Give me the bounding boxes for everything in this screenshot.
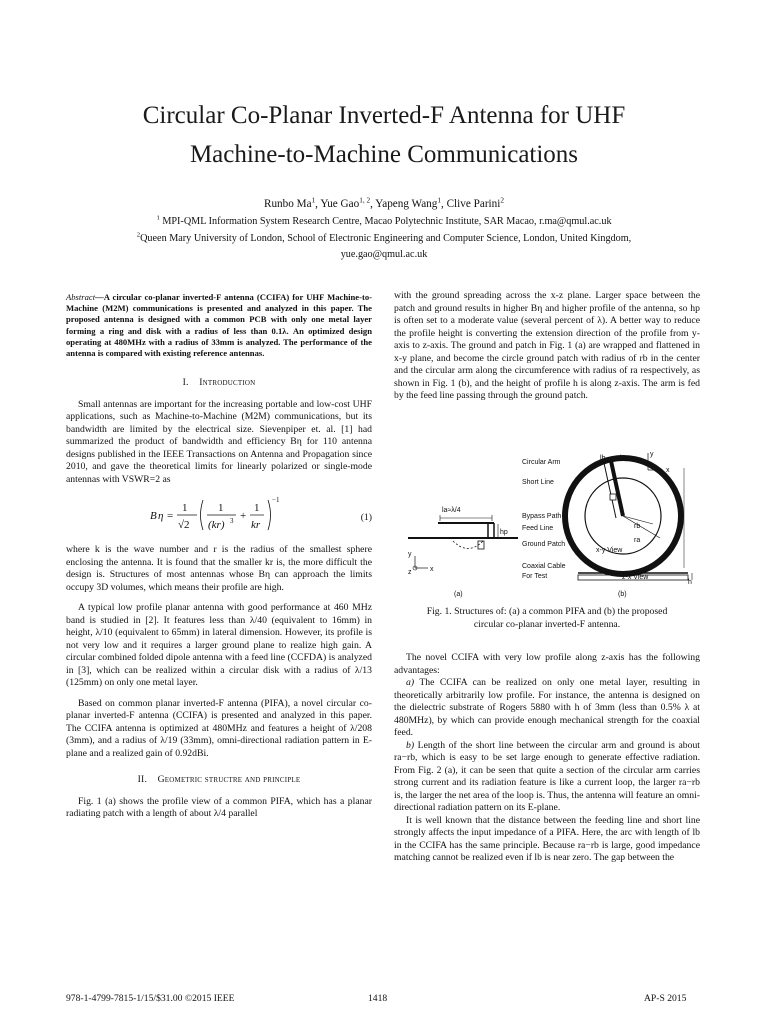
equation-graphic — [66, 490, 372, 540]
figure-1 — [398, 448, 698, 598]
intro-paragraph-4: Based on common planar inverted-F antenna (PIFA), a novel circular co-planar inverted-F antenna (CCIFA) is presented and analyzed in this paper. The CCIFA antenna is optimized at 480MHz and features a height of λ/208 (3mm), and a radius of λ/19 (33mm), omni-directional radiation pattern in E-plane and a realized gain of 0.92dBi. — [66, 697, 372, 759]
svg-text:1: 1 — [182, 502, 188, 515]
affiliation-text: Queen Mary University of London, School of Electronic Engineering and Computer Science, London, United Kingdom, — [140, 233, 632, 244]
advantage-a-label: a) — [406, 677, 415, 688]
equation-number: (1) — [360, 512, 372, 524]
svg-text:η: η — [158, 510, 164, 523]
section-number: I. — [182, 377, 189, 389]
label-circular-arm: Circular Arm — [522, 459, 561, 466]
author-sup: 1, 2 — [359, 196, 371, 205]
author-name: Runbo Ma — [263, 198, 312, 210]
paper-title — [40, 96, 728, 174]
label-short-line: Short Line — [522, 479, 554, 486]
label-ground-patch: Ground Patch — [522, 541, 566, 548]
label-xy-view: x-y View — [596, 547, 623, 554]
intro-paragraph-2: where k is the wave number and r is the radius of the smallest sphere enclosing the antenna. It is found that the smaller kr is, the more difficult the design is. Structures of most antennas whose Bη can approach the limits occupy 3D volumes, which means their profile are high. — [66, 544, 372, 593]
svg-text:(kr): (kr) — [208, 519, 225, 532]
svg-text:1: 1 — [254, 502, 260, 515]
svg-text:1: 1 — [218, 502, 224, 515]
label-rb: rb — [634, 523, 641, 530]
svg-text:+: + — [240, 510, 247, 523]
label-coaxial: Coaxial Cable — [522, 563, 566, 570]
svg-text:=: = — [167, 510, 174, 523]
label-y-b: y — [650, 451, 654, 458]
pifa-profile-view — [408, 515, 518, 570]
svg-text:√2: √2 — [178, 519, 190, 532]
label-l: l — [620, 455, 622, 462]
advantage-b-label: b) — [406, 739, 415, 751]
author-name: , Yapeng Wang — [370, 198, 438, 210]
right-paragraph-1: with the ground spreading across the x-z plane. Larger space between the patch and ground results in higher Bη and higher profile of the antenna, so hp is often set to a moderate value (several percent of λ). A better way to reduce the profile height is converting the extension direction of the profile from y-axis to z-axis. The ground and patch in Fig. 1 (a) are wrapped and flattened in x-y plane, and become the circle ground patch with radius of rb in the center and the circular arm along the circumference with radius of ra respectively, as shown in Fig. 1 (b), and the height of profile h is along z-axis. The arm is fed by the feed line passing through the ground patch. — [394, 290, 700, 401]
advantage-b — [394, 740, 700, 815]
advantage-b-text: Length of the short line between the circular arm and ground is about ra−rb, which is easy to be set large enough to generate effective radiation. From Fig. 2 (a), it can be seen that quite a section of the circular arm carries strong current and its radiation feature is like a current loop, the larger ra−rb is, the larger the net area of the loop is. Thus, the antenna will feature an omni-directional radiation pattern on its E-plane. — [394, 739, 700, 813]
abstract-text: —A circular co-planar inverted-F antenna (CCIFA) for UHF Machine-to-Machine (M2M) communications is presented and analyzed in this paper. The proposed antenna is designed with a common PCB with only one metal layer forming a ring and disk with a radius of less than 0.1λ. An optimized design operating at 480MHz with a radius of 33mm is analyzed. The performance of the antenna is compared with existing reference antennas. — [66, 292, 372, 359]
advantage-a — [394, 677, 700, 740]
label-la: la≈λ/4 — [442, 507, 461, 514]
affiliation-text: MPI-QML Information System Research Centre, Macao Polytechnic Institute, SAR Macao, r.ma@qmul.ac.uk — [159, 216, 612, 227]
author-name: , Yue Gao — [315, 198, 360, 210]
caption-line-1: Fig. 1. Structures of: (a) a common PIFA and (b) the proposed — [426, 606, 668, 617]
figure-1-caption — [394, 606, 700, 631]
label-for-test: For Test — [522, 573, 548, 580]
label-z-a: z — [408, 569, 412, 576]
label-ra: ra — [634, 537, 641, 544]
svg-text:3: 3 — [230, 517, 234, 526]
label-feed-line: Feed Line — [522, 525, 554, 532]
label-bypass-path: Bypass Path — [522, 513, 562, 520]
label-x-b: x — [666, 467, 670, 474]
label-lb: lb — [600, 455, 606, 462]
right-column — [394, 290, 700, 403]
abstract-label: Abstract — [66, 292, 96, 302]
section-heading-2 — [66, 774, 372, 787]
section-number: II. — [137, 774, 148, 786]
author-list — [40, 198, 728, 210]
intro-paragraph-1: Small antennas are important for the increasing portable and low-cost UHF applications, such as Machine-to-Machine (M2M) communications, but its bandwidth are limited by the electrical size. Sievenpiper et. al. [1] had summarized the product of bandwidth and efficiency Bη for 110 antenna designs published in the IEEE Transactions on Antenna and Propagation since 2010, and gave the theoretical limits for linearly polarized or single-mode antennas with VSWR=2 as — [66, 398, 372, 485]
affiliation-2 — [40, 233, 728, 244]
affiliation-sup: 1 — [156, 214, 160, 222]
label-y-a: y — [408, 551, 412, 558]
section-title: Introduction — [199, 377, 256, 389]
affiliation-2-email: yue.gao@qmul.ac.uk — [340, 249, 428, 260]
svg-text:−1: −1 — [272, 496, 280, 505]
footer-conference: AP-S 2015 — [644, 993, 687, 1004]
right-paragraph-2: The novel CCIFA with very low profile along z-axis has the following advantages: — [394, 652, 700, 676]
right-column-lower — [394, 652, 700, 865]
affiliation-1 — [40, 216, 728, 227]
intro-paragraph-3: A typical low profile planar antenna with good performance at 460 MHz band is studied in [2]. It features less than λ/40 (equivalent to 16mm) in height, λ/10 (equivalent to 65mm) in lateral dimension. However, its profile is not very low and it requires a larger ground plane to realize high gain. A circular combined folded dipole antenna with a feed line (CCFDA) is analyzed in [3], which can be realized within a circular disk with a radius of λ/13 (125mm) on only one metal layer. — [66, 602, 372, 689]
footer-page-number: 1418 — [368, 993, 388, 1004]
author-name: , Clive Parini — [441, 198, 501, 210]
svg-text:kr: kr — [251, 519, 261, 532]
section-heading-1 — [66, 377, 372, 390]
label-sub-b: (b) — [618, 591, 627, 598]
author-sup: 2 — [500, 196, 504, 205]
label-h: h — [688, 579, 692, 586]
right-paragraph-3: It is well known that the distance between the feeding line and short line strongly affects the input impedance of a PIFA. Here, the arc with length of lb in the CCIFA has the same principle. Because ra−rb is large, good impedance matching cannot be realized even if lb is near zero. The gap between the — [394, 814, 700, 863]
left-column — [66, 292, 372, 821]
advantage-a-text: The CCIFA can be realized on only one metal layer, resulting in theoretically arbitrarily low profile. For instance, the antenna is designed on the dielectric substrate of Rogers 5880 with h of 3mm (less than 0.5% λ at 480MHz), by which can provide enough mechanical strength for the coaxial feed. — [394, 677, 700, 738]
affiliation-sup: 2 — [136, 231, 141, 239]
geometry-paragraph-1: Fig. 1 (a) shows the profile view of a common PIFA, which has a planar radiating patch with a length of about λ/4 parallel — [66, 795, 372, 820]
figure-1-diagram — [398, 448, 698, 598]
author-sup: 1 — [311, 196, 316, 205]
author-sup: 1 — [437, 196, 441, 205]
footer-copyright: 978-1-4799-7815-1/15/$31.00 ©2015 IEEE — [66, 993, 235, 1004]
label-zx-view: z-x View — [622, 574, 649, 581]
equation-1 — [66, 490, 372, 540]
label-hp: hp — [500, 529, 508, 536]
section-title: Geometric structre and principle — [157, 774, 301, 786]
title-line-1: Circular Co-Planar Inverted-F Antenna for UHF — [142, 102, 626, 129]
abstract — [66, 292, 372, 359]
ccifa-top-view — [565, 453, 692, 580]
label-x-a: x — [430, 566, 434, 573]
svg-text:B: B — [150, 510, 157, 523]
title-line-2: Machine-to-Machine Communications — [189, 141, 579, 168]
caption-line-2: circular co-planar inverted-F antenna. — [473, 618, 621, 630]
label-sub-a: (a) — [454, 591, 463, 598]
